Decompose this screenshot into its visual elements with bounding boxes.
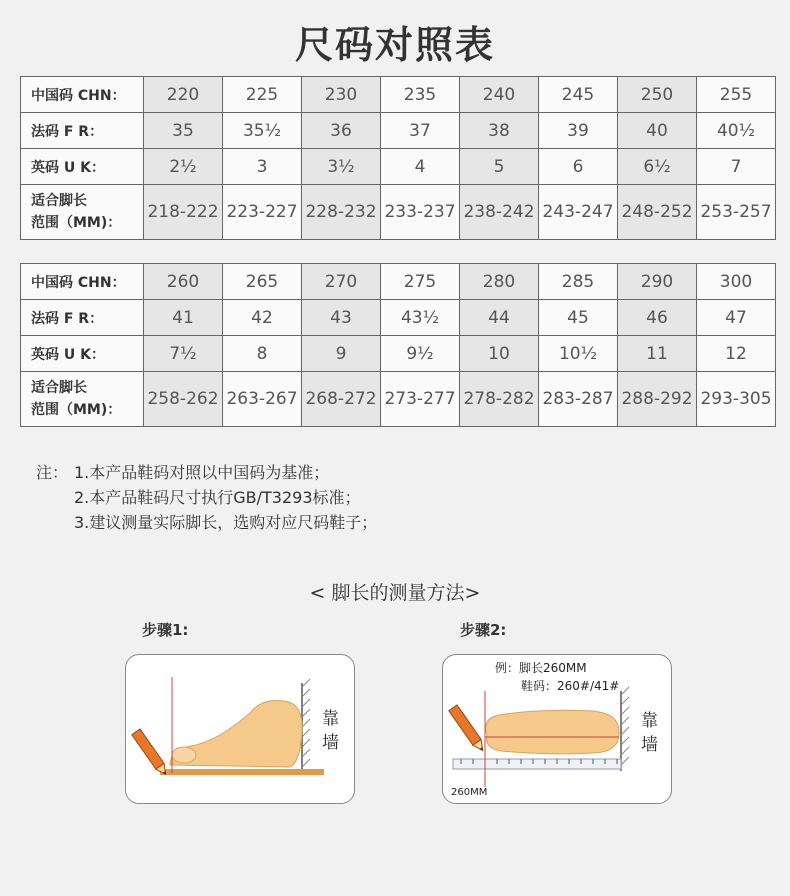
step1-drawing [126,655,354,803]
table-cell: 39 [539,113,618,149]
label-line: 适合脚长 [31,193,87,209]
step1-label: 步骤1: [142,621,189,639]
row-label-chn: 中国码 CHN： [21,264,144,300]
pencil-icon [132,729,170,777]
table-cell: 260 [144,264,223,300]
wall-char: 靠 [641,711,658,731]
table-cell: 3½ [302,149,381,185]
table-cell: 44 [460,300,539,336]
table-cell: 5 [460,149,539,185]
note-line: 3.建议测量实际脚长，选购对应尺码鞋子； [74,513,378,532]
table-cell: 9 [302,336,381,372]
table-cell: 290 [618,264,697,300]
table-cell: 42 [223,300,302,336]
label-line: 适合脚长 [31,380,87,396]
table-cell: 36 [302,113,381,149]
table-cell: 6½ [618,149,697,185]
table-cell: 275 [381,264,460,300]
row-label-foot-length [21,372,144,427]
table-cell: 35 [144,113,223,149]
foot-top-view [486,710,620,754]
table-cell: 47 [697,300,776,336]
table-cell: 40 [618,113,697,149]
wall-char: 墙 [322,733,339,753]
table-cell: 240 [460,77,539,113]
example-line: 例：脚长260MM [495,661,587,675]
table-cell: 10 [460,336,539,372]
label-line: 范围（MM)： [31,215,122,231]
table-cell: 4 [381,149,460,185]
table-cell: 258-262 [144,372,223,427]
row-label-fr: 法码 F R： [21,113,144,149]
ruler-label: 260MM [451,787,488,798]
pencil-icon [449,705,487,753]
notes [36,460,377,535]
table-cell: 225 [223,77,302,113]
table-cell: 7 [697,149,776,185]
row-label-chn: 中国码 CHN： [21,77,144,113]
table-cell: 253-257 [697,185,776,240]
table-cell: 41 [144,300,223,336]
example-text [495,659,619,695]
wall-hatch [621,687,629,765]
table-cell: 300 [697,264,776,300]
table-cell: 38 [460,113,539,149]
table-cell: 9½ [381,336,460,372]
table-cell: 43½ [381,300,460,336]
wall-label [641,709,661,757]
table-cell: 235 [381,77,460,113]
row-label-uk: 英码 U K： [21,149,144,185]
table-cell: 280 [460,264,539,300]
table-cell: 263-267 [223,372,302,427]
note-line: 1.本产品鞋码对照以中国码为基准； [74,463,330,482]
table-cell: 255 [697,77,776,113]
table-cell: 278-282 [460,372,539,427]
table-cell: 285 [539,264,618,300]
table-cell: 273-277 [381,372,460,427]
table-cell: 45 [539,300,618,336]
label-line: 范围（MM)： [31,402,122,418]
table-cell: 238-242 [460,185,539,240]
table-cell: 6 [539,149,618,185]
row-label-uk: 英码 U K： [21,336,144,372]
row-label-foot-length [21,185,144,240]
table-cell: 233-237 [381,185,460,240]
table-cell: 11 [618,336,697,372]
table-cell: 43 [302,300,381,336]
step1-illustration [125,654,355,804]
ruler [453,759,621,769]
table-cell: 288-292 [618,372,697,427]
table-cell: 245 [539,77,618,113]
table-cell: 250 [618,77,697,113]
table-cell: 228-232 [302,185,381,240]
table-cell: 283-287 [539,372,618,427]
wall-char: 靠 [322,709,339,729]
page-title: 尺码对照表 [294,23,495,67]
step2-illustration [442,654,672,804]
wall-label [322,707,342,755]
size-table-2 [20,263,776,427]
table-cell: 8 [223,336,302,372]
table-cell: 270 [302,264,381,300]
wall-hatch [302,679,310,767]
table-cell: 223-227 [223,185,302,240]
table-cell: 220 [144,77,223,113]
table-cell: 230 [302,77,381,113]
floor [160,769,324,775]
toe [172,747,196,763]
table-cell: 46 [618,300,697,336]
table-cell: 7½ [144,336,223,372]
note-line: 2.本产品鞋码尺寸执行GB/T3293标准； [74,488,361,507]
example-line: 鞋码：260#/41# [521,679,620,693]
table-cell: 268-272 [302,372,381,427]
size-table-1 [20,76,776,240]
table-cell: 35½ [223,113,302,149]
table-cell: 243-247 [539,185,618,240]
table-cell: 12 [697,336,776,372]
table-cell: 3 [223,149,302,185]
step2-label: 步骤2: [460,621,507,639]
table-cell: 37 [381,113,460,149]
row-label-fr: 法码 F R： [21,300,144,336]
notes-prefix: 注： [36,463,69,482]
table-cell: 293-305 [697,372,776,427]
table-cell: 218-222 [144,185,223,240]
table-cell: 265 [223,264,302,300]
table-cell: 40½ [697,113,776,149]
measure-title: < 脚长的测量方法> [309,582,481,604]
table-cell: 248-252 [618,185,697,240]
table-cell: 2½ [144,149,223,185]
wall-char: 墙 [641,735,658,755]
table-cell: 10½ [539,336,618,372]
